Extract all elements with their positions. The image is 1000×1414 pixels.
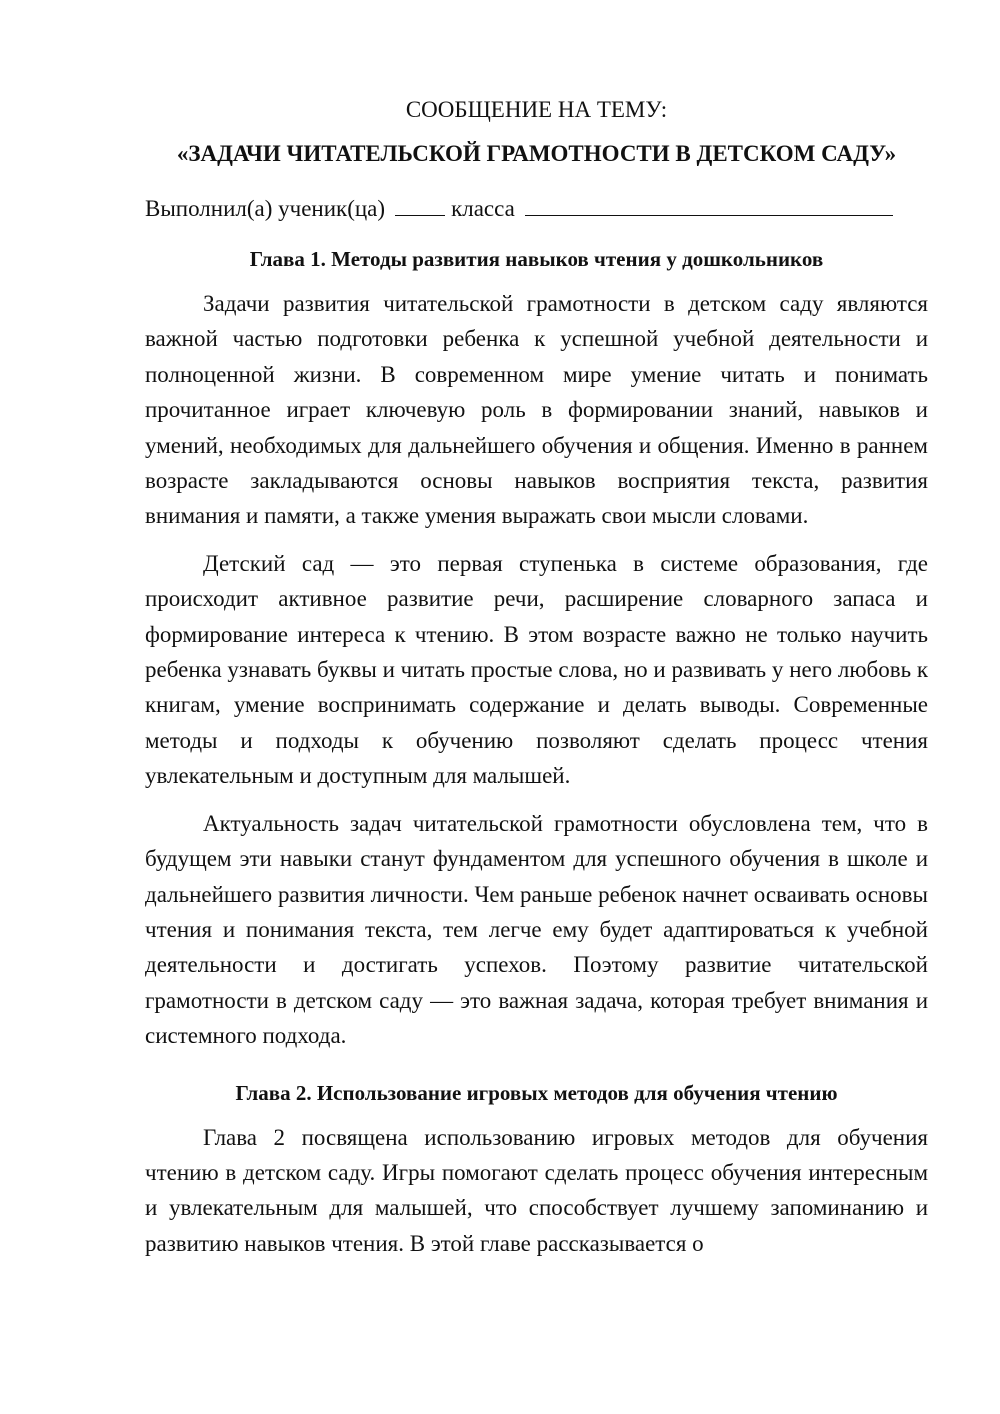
document-title: «ЗАДАЧИ ЧИТАТЕЛЬСКОЙ ГРАМОТНОСТИ В ДЕТСКОМ САДУ» — [176, 141, 897, 166]
chapter-1-heading: Глава 1. Методы развития навыков чтения у дошкольников — [249, 247, 824, 271]
chapter-1-paragraph: Задачи развития читательской грамотности в детском саду являются важной частью подготовки ребенка к успешной учебной деятельности и полноценной жизни. В современном мире умение читать и понимать прочитанное играет ключевую роль в формировании знаний, навыков и умений, необходимых для дальнейшего обучения и общения. Именно в раннем возрасте закладываются основы навыков восприятия текста, развития внимания и памяти, а также умения выражать свои мысли словами. — [145, 291, 928, 529]
author-name-blank — [525, 193, 893, 216]
chapter-2-paragraph: Глава 2 посвящена использованию игровых методов для обучения чтению в детском саду. Игры помогают сделать процесс обучения интересным и увлекательным для малышей, что способствует лучшему запоминанию и развитию навыков чтения. В этой главе рассказывается о — [145, 1124, 928, 1256]
class-label: класса — [451, 196, 515, 221]
document-heading-line1: СООБЩЕНИЕ НА ТЕМУ: — [405, 97, 668, 122]
author-prefix: Выполнил(а) ученик(ца) — [145, 196, 386, 221]
chapter-1-paragraph: Детский сад — это первая ступенька в системе образования, где происходит активное развитие речи, расширение словарного запаса и формирование интереса к чтению. В этом возрасте важно не только научить ребенка узнавать буквы и читать простые слова, но и развивать у него любовь к книгам, умение воспринимать содержание и делать выводы. Современные методы и подходы к обучению позволяют сделать процесс чтения увлекательным и доступным для малышей. — [145, 550, 928, 789]
document-page — [145, 95, 928, 1273]
class-number-blank — [395, 193, 445, 216]
chapter-2-heading: Глава 2. Использование игровых методов для обучения чтению — [235, 1080, 838, 1105]
chapter-1-paragraph: Актуальность задач читательской грамотности обусловлена тем, что в будущем эти навыки станут фундаментом для успешного обучения в школе и дальнейшего развития личности. Чем раньше ребенок начнет осваивать основы чтения и понимания текста, тем легче ему будет адаптироваться к учебной деятельности и достигать успехов. Поэтому развитие читательской грамотности в детском саду — это важная задача, которая требует внимания и системного подхода. — [145, 810, 928, 1049]
author-line — [145, 193, 928, 224]
